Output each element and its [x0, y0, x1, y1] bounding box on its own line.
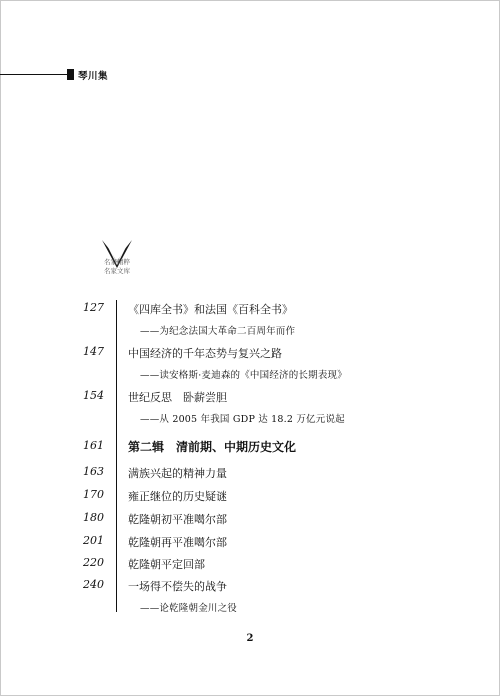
- toc-page-number: 147: [83, 345, 104, 358]
- logo-line-1: 名家精粹: [104, 258, 130, 266]
- toc-entry-subtitle: ——从 2005 年我国 GDP 达 18.2 万亿元说起: [140, 414, 345, 425]
- toc-entry-title: 乾隆朝初平准噶尔部: [128, 513, 227, 526]
- logo-line-2: 名家文库: [104, 267, 130, 275]
- toc-entry-title: 雍正继位的历史疑谜: [128, 490, 227, 503]
- folio-page-number: 2: [246, 633, 254, 644]
- toc-entry-subtitle: ——为纪念法国大革命二百周年而作: [140, 326, 296, 337]
- toc-page-number: 220: [83, 556, 104, 569]
- toc-page-number: 201: [83, 534, 104, 547]
- series-title: 琴川集: [78, 71, 109, 82]
- toc-page-number: 127: [83, 301, 104, 314]
- toc-page-number: 161: [83, 439, 104, 452]
- toc-entry-title: 满族兴起的精神力量: [128, 467, 227, 480]
- toc-page-number: 240: [83, 578, 104, 591]
- toc-divider-line: [116, 300, 117, 612]
- toc-entry-title: 一场得不偿失的战争: [128, 580, 227, 593]
- toc-entry-title: 乾隆朝平定回部: [128, 558, 205, 571]
- toc-entry-title: 中国经济的千年态势与复兴之路: [128, 347, 282, 360]
- toc-entry-title: 《四库全书》和法国《百科全书》: [128, 303, 293, 316]
- toc-entry-subtitle: ——论乾隆朝金川之役: [140, 603, 238, 614]
- toc-entry-title: 世纪反思 卧薪尝胆: [128, 391, 227, 404]
- publisher-logo: [100, 238, 134, 284]
- toc-section-heading: 第二辑 清前期、中期历史文化: [128, 440, 297, 454]
- toc-page-number: 163: [83, 465, 104, 478]
- header-marker: [67, 69, 74, 80]
- toc-entry-title: 乾隆朝再平准噶尔部: [128, 536, 227, 549]
- header-rule: [0, 74, 68, 75]
- toc-page-number: 170: [83, 488, 104, 501]
- toc-entry-subtitle: ——读安格斯·麦迪森的《中国经济的长期表现》: [140, 370, 347, 381]
- toc-page-number: 180: [83, 511, 104, 524]
- toc-page-number: 154: [83, 389, 104, 402]
